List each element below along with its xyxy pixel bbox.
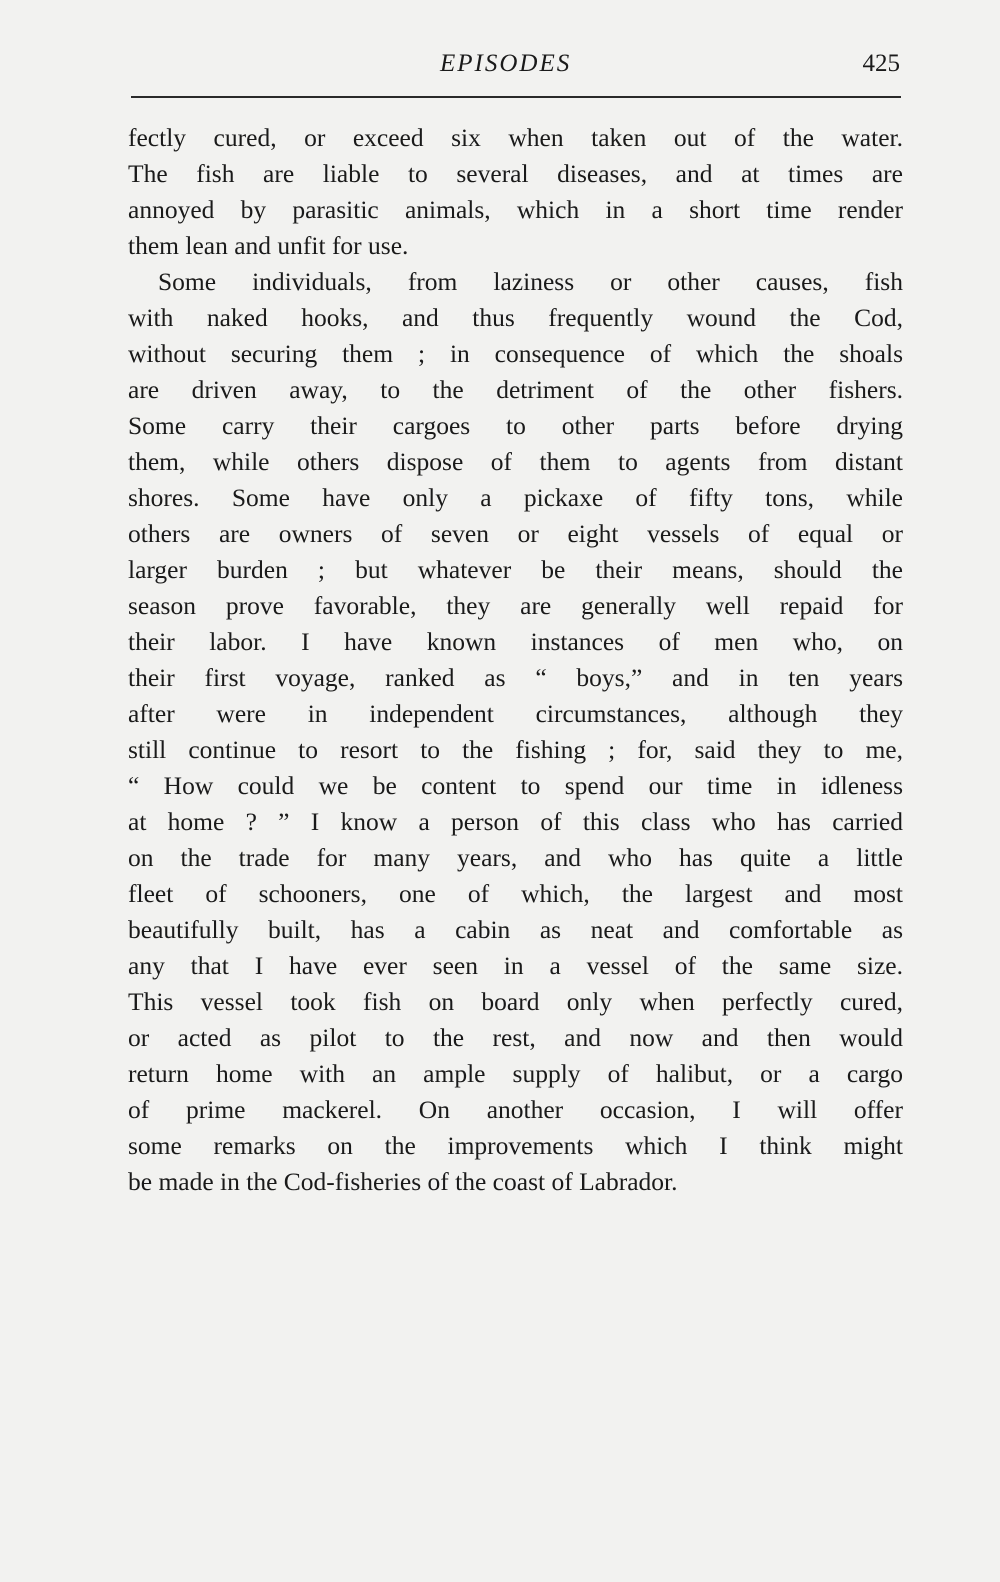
text-line: their labor. I have known instances of men who, on xyxy=(128,627,903,656)
text-line: after were in independent circumstances, although they xyxy=(128,699,903,728)
text-line: their first voyage, ranked as “ boys,” and in ten years xyxy=(128,663,903,692)
text-line: be made in the Cod-fisheries of the coast of Labrador. xyxy=(128,1167,678,1196)
text-line: The fish are liable to several diseases, and at times are xyxy=(128,159,903,188)
page-number: 425 xyxy=(862,50,900,77)
text-line: any that I have ever seen in a vessel of the same size. xyxy=(128,951,903,980)
text-line: season prove favorable, they are generally well repaid for xyxy=(128,591,903,620)
text-line: fleet of schooners, one of which, the largest and most xyxy=(128,879,903,908)
running-head: EPISODES xyxy=(440,50,572,77)
text-line: at home ? ” I know a person of this class who has carried xyxy=(128,807,903,836)
text-line: return home with an ample supply of halibut, or a cargo xyxy=(128,1059,903,1088)
text-line: them, while others dispose of them to agents from distant xyxy=(128,447,903,476)
text-line: Some individuals, from laziness or other causes, fish xyxy=(158,267,903,296)
text-line: some remarks on the improvements which I think might xyxy=(128,1131,903,1160)
body-text xyxy=(128,120,903,1200)
text-line: Some carry their cargoes to other parts before drying xyxy=(128,411,903,440)
text-line: This vessel took fish on board only when perfectly cured, xyxy=(128,987,903,1016)
text-line: fectly cured, or exceed six when taken out of the water. xyxy=(128,123,903,152)
text-line: on the trade for many years, and who has quite a little xyxy=(128,843,903,872)
text-line: or acted as pilot to the rest, and now and then would xyxy=(128,1023,903,1052)
text-line: annoyed by parasitic animals, which in a short time render xyxy=(128,195,903,224)
text-line: larger burden ; but whatever be their means, should the xyxy=(128,555,903,584)
page-header xyxy=(130,50,900,90)
text-line: are driven away, to the detriment of the other fishers. xyxy=(128,375,903,404)
text-line: of prime mackerel. On another occasion, I will offer xyxy=(128,1095,903,1124)
header-rule xyxy=(131,96,901,98)
text-line: them lean and unfit for use. xyxy=(128,231,409,260)
text-line: beautifully built, has a cabin as neat and comfortable as xyxy=(128,915,903,944)
text-line: “ How could we be content to spend our time in idleness xyxy=(128,771,903,800)
text-line: shores. Some have only a pickaxe of fifty tons, while xyxy=(128,483,903,512)
text-line: others are owners of seven or eight vessels of equal or xyxy=(128,519,903,548)
text-line: without securing them ; in consequence of which the shoals xyxy=(128,339,903,368)
text-line: still continue to resort to the fishing ; for, said they to me, xyxy=(128,735,903,764)
text-line: with naked hooks, and thus frequently wound the Cod, xyxy=(128,303,903,332)
